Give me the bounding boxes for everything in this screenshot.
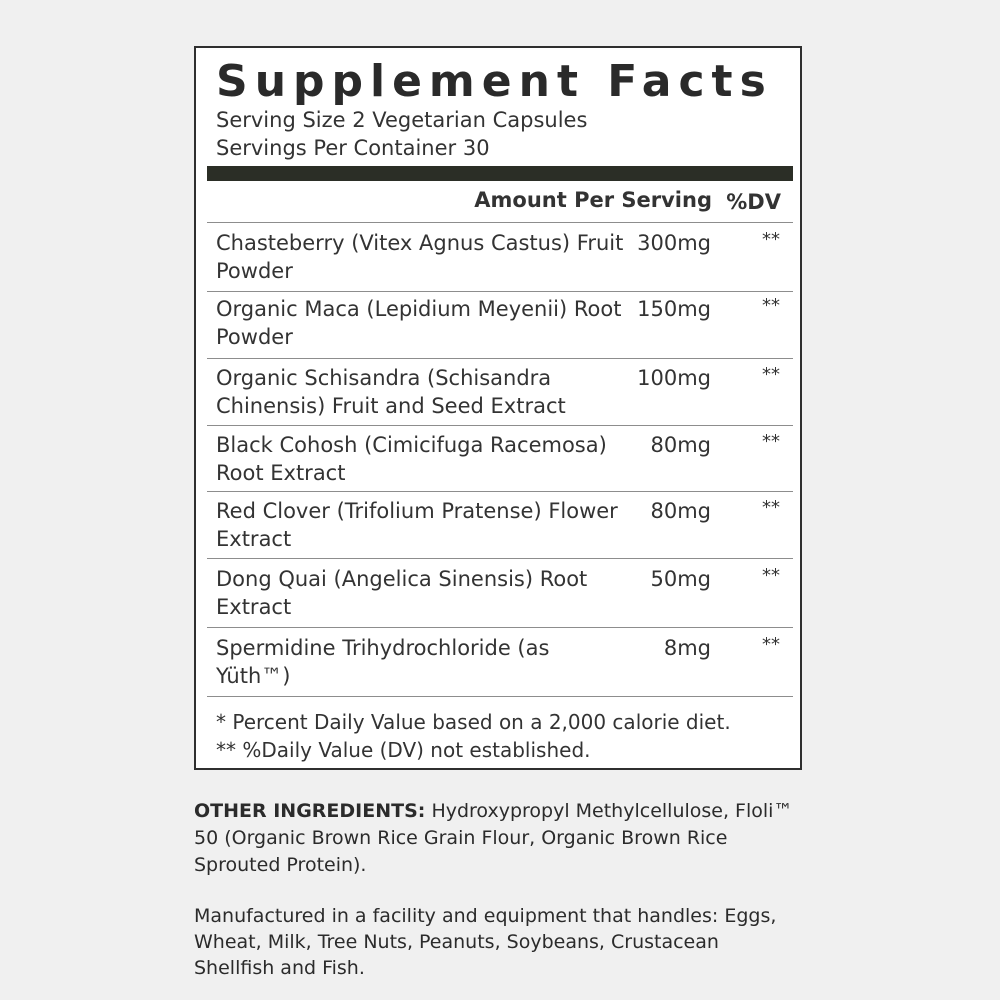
- header-daily-value: %DV: [726, 190, 781, 214]
- row-divider: [207, 491, 793, 492]
- footnote-dv-not-established: ** %Daily Value (DV) not established.: [216, 738, 591, 762]
- ingredient-amount: 80mg: [650, 433, 711, 457]
- label-title: Supplement Facts: [216, 56, 773, 107]
- ingredient-amount: 80mg: [650, 499, 711, 523]
- ingredient-name: Black Cohosh (Cimicifuga Racemosa) Root Extract: [216, 433, 607, 485]
- column-header-row: [207, 186, 793, 220]
- row-divider: [207, 627, 793, 628]
- row-divider: [207, 291, 793, 292]
- ingredient-amount: 100mg: [637, 366, 711, 390]
- ingredient-dv: **: [762, 431, 780, 452]
- row-divider: [207, 222, 793, 223]
- ingredient-amount: 300mg: [637, 231, 711, 255]
- other-ingredients-text: Hydroxypropyl Methylcellulose, Floli™ 50 (Organic Brown Rice Grain Flour, Organic Brown Rice Sprouted Protein).: [194, 800, 793, 876]
- serving-size: Serving Size 2 Vegetarian Capsules: [216, 108, 588, 132]
- thick-divider: [207, 166, 793, 181]
- ingredient-amount: 50mg: [650, 567, 711, 591]
- footnote-percent-daily-value: * Percent Daily Value based on a 2,000 calorie diet.: [216, 710, 731, 734]
- allergen-manufacturing-note: Manufactured in a facility and equipment that handles: Eggs, Wheat, Milk, Tree Nuts, Peanuts, Soybeans, Crustacean Shellfish and Fish.: [194, 905, 777, 979]
- ingredient-dv: **: [762, 229, 780, 250]
- ingredient-name: Dong Quai (Angelica Sinensis) Root Extract: [216, 567, 588, 619]
- row-divider: [207, 358, 793, 359]
- ingredient-dv: **: [762, 364, 780, 385]
- supplement-facts-panel: [194, 46, 802, 770]
- ingredient-name: Organic Schisandra (Schisandra Chinensis) Fruit and Seed Extract: [216, 366, 566, 418]
- other-ingredients: [194, 798, 804, 879]
- row-divider: [207, 696, 793, 697]
- ingredient-name: Organic Maca (Lepidium Meyenii) Root Powder: [216, 297, 622, 349]
- ingredient-amount: 150mg: [637, 297, 711, 321]
- servings-per-container: Servings Per Container 30: [216, 136, 490, 160]
- ingredient-name: Chasteberry (Vitex Agnus Castus) Fruit Powder: [216, 231, 624, 283]
- ingredient-dv: **: [762, 565, 780, 586]
- ingredient-name: Red Clover (Trifolium Pratense) Flower Extract: [216, 499, 618, 551]
- ingredient-name: Spermidine Trihydrochloride (as Yüth™): [216, 636, 550, 688]
- row-divider: [207, 558, 793, 559]
- ingredient-dv: **: [762, 295, 780, 316]
- other-ingredients-label: OTHER INGREDIENTS:: [194, 800, 426, 822]
- ingredient-amount: 8mg: [663, 636, 711, 660]
- ingredient-dv: **: [762, 634, 780, 655]
- header-amount-per-serving: Amount Per Serving: [474, 188, 712, 212]
- row-divider: [207, 425, 793, 426]
- ingredient-dv: **: [762, 497, 780, 518]
